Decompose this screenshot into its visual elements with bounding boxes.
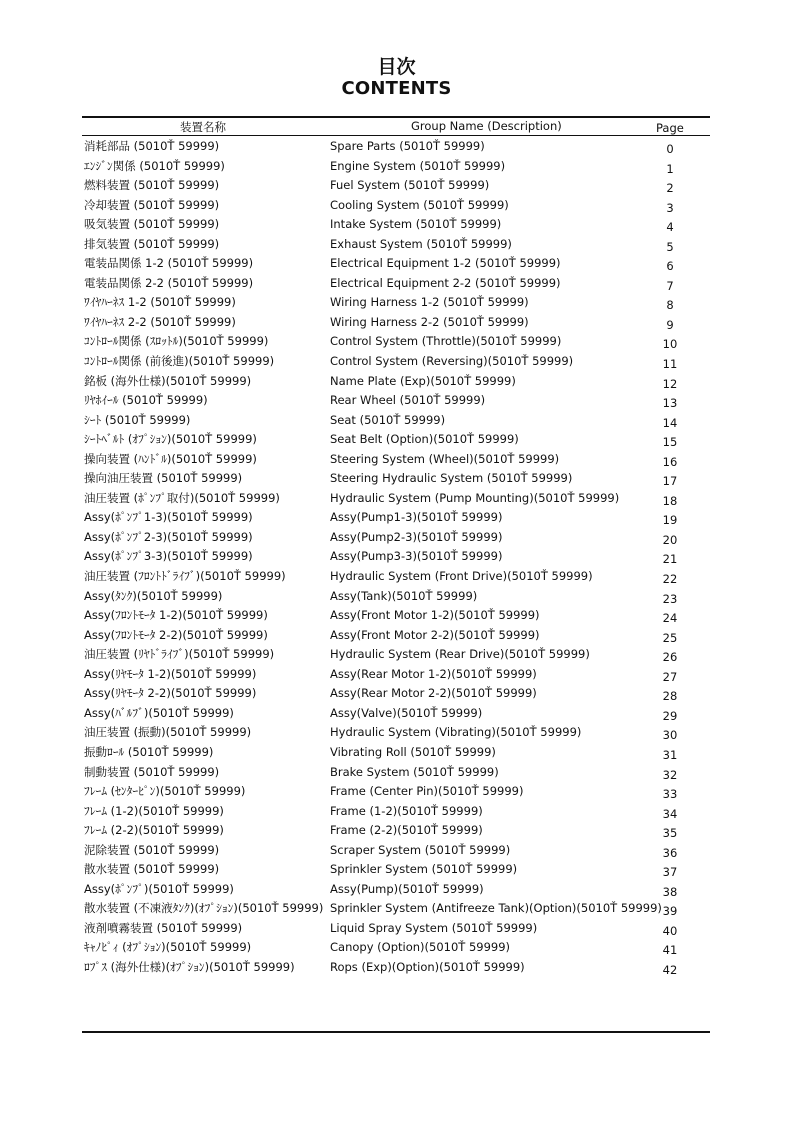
table-row: [82, 469, 710, 489]
header-group-name-english: Group Name (Description): [411, 119, 562, 133]
row-english-name: Assy(Pump2-3)(5010Ť 59999): [330, 529, 503, 544]
row-japanese-name: Assy(ﾘﾔﾓｰﾀ 1-2)(5010Ť 59999): [84, 666, 257, 681]
row-english-name: Hydraulic System (Front Drive)(5010Ť 59999): [330, 569, 593, 584]
row-page-number: 16: [662, 454, 678, 469]
table-row: [82, 489, 710, 509]
row-english-name: Assy(Tank)(5010Ť 59999): [330, 588, 478, 603]
table-row: [82, 919, 710, 939]
row-japanese-name: 油圧装置 (ﾌﾛﾝﾄﾄﾞﾗｲﾌﾞ)(5010Ť 59999): [84, 569, 286, 584]
row-page-number: 41: [662, 943, 678, 958]
row-english-name: Frame (1-2)(5010Ť 59999): [330, 803, 483, 818]
row-english-name: Assy(Rear Motor 2-2)(5010Ť 59999): [330, 686, 537, 701]
row-english-name: Wiring Harness 1-2 (5010Ť 59999): [330, 295, 529, 310]
table-row: [82, 802, 710, 822]
table-row: [82, 235, 710, 255]
row-english-name: Scraper System (5010Ť 59999): [330, 842, 511, 857]
table-row: [82, 450, 710, 470]
table-row: [82, 821, 710, 841]
table-row: [82, 665, 710, 685]
row-japanese-name: 吸気装置 (5010Ť 59999): [84, 217, 220, 232]
table-row: [82, 391, 710, 411]
row-english-name: Assy(Rear Motor 1-2)(5010Ť 59999): [330, 666, 537, 681]
row-english-name: Steering System (Wheel)(5010Ť 59999): [330, 451, 560, 466]
row-japanese-name: Assy(ﾎﾟﾝﾌﾟ3-3)(5010Ť 59999): [84, 549, 253, 564]
row-page-number: 22: [662, 572, 678, 587]
row-japanese-name: Assy(ﾀﾝｸ)(5010Ť 59999): [84, 588, 223, 603]
table-row: [82, 841, 710, 861]
row-japanese-name: ｼｰﾄﾍﾞﾙﾄ (ｵﾌﾟｼｮﾝ)(5010Ť 59999): [84, 432, 257, 447]
row-japanese-name: ｺﾝﾄﾛｰﾙ関係 (前後進)(5010Ť 59999): [84, 354, 275, 369]
table-row: [82, 763, 710, 783]
row-page-number: 11: [662, 357, 678, 372]
row-japanese-name: 油圧装置 (振動)(5010Ť 59999): [84, 725, 252, 740]
row-japanese-name: ｼｰﾄ (5010Ť 59999): [84, 412, 191, 427]
row-japanese-name: 消耗部品 (5010Ť 59999): [84, 139, 220, 153]
row-english-name: Assy(Front Motor 2-2)(5010Ť 59999): [330, 627, 540, 642]
header-page: Page: [656, 121, 684, 135]
row-page-number: 18: [662, 493, 678, 508]
row-japanese-name: 排気装置 (5010Ť 59999): [84, 236, 220, 251]
row-english-name: Electrical Equipment 1-2 (5010Ť 59999): [330, 256, 561, 271]
row-english-name: Control System (Reversing)(5010Ť 59999): [330, 354, 574, 369]
row-page-number: 24: [662, 611, 678, 626]
row-english-name: Hydraulic System (Rear Drive)(5010Ť 59999): [330, 647, 590, 662]
table-row: [82, 782, 710, 802]
table-row: [82, 645, 710, 665]
row-japanese-name: ﾜｲﾔﾊｰﾈｽ 2-2 (5010Ť 59999): [84, 314, 236, 329]
row-page-number: 4: [666, 220, 674, 235]
row-english-name: Rops (Exp)(Option)(5010Ť 59999): [330, 959, 525, 974]
row-page-number: 42: [662, 962, 678, 977]
bottom-rule: [82, 1031, 710, 1033]
row-page-number: 20: [662, 532, 678, 547]
row-japanese-name: Assy(ﾎﾟﾝﾌﾟ)(5010Ť 59999): [84, 881, 234, 896]
row-page-number: 33: [662, 787, 678, 802]
row-page-number: 14: [662, 415, 678, 430]
row-english-name: Assy(Valve)(5010Ť 59999): [330, 705, 483, 720]
row-page-number: 5: [666, 239, 674, 254]
row-page-number: 13: [662, 396, 678, 411]
row-english-name: Sprinkler System (Antifreeze Tank)(Option)(5010Ť 59999): [330, 901, 662, 916]
contents-table: [82, 137, 710, 978]
row-japanese-name: ｷｬﾉﾋﾟｨ (ｵﾌﾟｼｮﾝ)(5010Ť 59999): [84, 940, 252, 955]
table-row: [82, 606, 710, 626]
page-title-japanese: 目次: [377, 56, 416, 78]
row-page-number: 37: [662, 865, 678, 880]
table-header: [82, 118, 710, 135]
row-page-number: 19: [662, 513, 678, 528]
row-english-name: Frame (2-2)(5010Ť 59999): [330, 823, 483, 838]
row-japanese-name: Assy(ﾎﾟﾝﾌﾟ1-3)(5010Ť 59999): [84, 510, 253, 525]
row-english-name: Engine System (5010Ť 59999): [330, 158, 506, 173]
row-japanese-name: 燃料装置 (5010Ť 59999): [84, 178, 220, 193]
page-title-english: CONTENTS: [341, 78, 452, 99]
row-japanese-name: ｴﾝｼﾞﾝ関係 (5010Ť 59999): [84, 158, 225, 173]
row-english-name: Electrical Equipment 2-2 (5010Ť 59999): [330, 275, 561, 290]
row-english-name: Fuel System (5010Ť 59999): [330, 178, 490, 193]
table-row: [82, 293, 710, 313]
row-japanese-name: Assy(ﾊﾞﾙﾌﾞ)(5010Ť 59999): [84, 705, 234, 720]
row-japanese-name: Assy(ﾘﾔﾓｰﾀ 2-2)(5010Ť 59999): [84, 686, 257, 701]
row-japanese-name: ｺﾝﾄﾛｰﾙ関係 (ｽﾛｯﾄﾙ)(5010Ť 59999): [84, 334, 269, 349]
row-japanese-name: 泥除装置 (5010Ť 59999): [84, 842, 220, 857]
row-japanese-name: 油圧装置 (ﾎﾟﾝﾌﾟ取付)(5010Ť 59999): [84, 490, 280, 505]
row-japanese-name: 操向装置 (ﾊﾝﾄﾞﾙ)(5010Ť 59999): [84, 451, 257, 466]
row-page-number: 38: [662, 884, 678, 899]
row-english-name: Assy(Pump3-3)(5010Ť 59999): [330, 549, 503, 564]
row-page-number: 7: [666, 278, 674, 293]
row-japanese-name: ﾛﾌﾟｽ (海外仕様)(ｵﾌﾟｼｮﾝ)(5010Ť 59999): [84, 959, 295, 974]
row-page-number: 29: [662, 708, 678, 723]
row-english-name: Assy(Front Motor 1-2)(5010Ť 59999): [330, 608, 540, 623]
row-english-name: Vibrating Roll (5010Ť 59999): [330, 744, 496, 759]
row-english-name: Canopy (Option)(5010Ť 59999): [330, 940, 511, 955]
row-english-name: Wiring Harness 2-2 (5010Ť 59999): [330, 314, 529, 329]
table-row: [82, 743, 710, 763]
row-english-name: Control System (Throttle)(5010Ť 59999): [330, 334, 562, 349]
row-page-number: 8: [666, 298, 674, 313]
row-japanese-name: ﾌﾚｰﾑ (ｾﾝﾀｰﾋﾟﾝ)(5010Ť 59999): [84, 784, 246, 799]
row-english-name: Liquid Spray System (5010Ť 59999): [330, 920, 538, 935]
row-japanese-name: 電装品関係 1-2 (5010Ť 59999): [84, 256, 254, 271]
row-page-number: 15: [662, 435, 678, 450]
table-row: [82, 684, 710, 704]
row-page-number: 31: [662, 747, 678, 762]
table-row: [82, 352, 710, 372]
row-japanese-name: 振動ﾛｰﾙ (5010Ť 59999): [84, 744, 214, 759]
table-row: [82, 176, 710, 196]
row-page-number: 9: [666, 317, 674, 332]
row-english-name: Cooling System (5010Ť 59999): [330, 197, 509, 212]
row-page-number: 10: [662, 337, 678, 352]
table-row: [82, 372, 710, 392]
row-english-name: Steering Hydraulic System (5010Ť 59999): [330, 471, 573, 486]
table-row: [82, 430, 710, 450]
row-english-name: Seat (5010Ť 59999): [330, 412, 446, 427]
row-japanese-name: 冷却装置 (5010Ť 59999): [84, 197, 220, 212]
header-rule: [82, 135, 710, 136]
row-japanese-name: 散水装置 (不凍液ﾀﾝｸ)(ｵﾌﾟｼｮﾝ)(5010Ť 59999): [84, 901, 324, 916]
row-page-number: 3: [666, 200, 674, 215]
table-row: [82, 958, 710, 978]
table-row: [82, 528, 710, 548]
row-page-number: 25: [662, 630, 678, 645]
row-page-number: 32: [662, 767, 678, 782]
row-japanese-name: 電装品関係 2-2 (5010Ť 59999): [84, 275, 254, 290]
table-row: [82, 196, 710, 216]
row-english-name: Seat Belt (Option)(5010Ť 59999): [330, 432, 519, 447]
row-page-number: 39: [662, 904, 678, 919]
table-row: [82, 137, 710, 157]
row-japanese-name: ﾌﾚｰﾑ (1-2)(5010Ť 59999): [84, 803, 224, 818]
row-english-name: Frame (Center Pin)(5010Ť 59999): [330, 784, 524, 799]
row-page-number: 6: [666, 259, 674, 274]
table-row: [82, 157, 710, 177]
table-row: [82, 880, 710, 900]
row-english-name: Sprinkler System (5010Ť 59999): [330, 862, 518, 877]
row-japanese-name: ﾘﾔﾎｲｰﾙ (5010Ť 59999): [84, 393, 208, 408]
row-page-number: 35: [662, 826, 678, 841]
title-block: [0, 56, 793, 100]
row-english-name: Name Plate (Exp)(5010Ť 59999): [330, 373, 516, 388]
row-japanese-name: ﾌﾚｰﾑ (2-2)(5010Ť 59999): [84, 823, 224, 838]
row-japanese-name: 銘板 (海外仕様)(5010Ť 59999): [84, 373, 252, 388]
table-row: [82, 547, 710, 567]
row-page-number: 28: [662, 689, 678, 704]
row-page-number: 40: [662, 923, 678, 938]
table-row: [82, 704, 710, 724]
row-page-number: 30: [662, 728, 678, 743]
table-row: [82, 254, 710, 274]
table-row: [82, 567, 710, 587]
row-page-number: 2: [666, 181, 674, 196]
table-row: [82, 626, 710, 646]
row-page-number: 0: [666, 142, 674, 156]
row-page-number: 12: [662, 376, 678, 391]
row-page-number: 36: [662, 845, 678, 860]
row-japanese-name: 液剤噴霧装置 (5010Ť 59999): [84, 920, 243, 935]
row-page-number: 17: [662, 474, 678, 489]
table-row: [82, 899, 710, 919]
row-japanese-name: 制動装置 (5010Ť 59999): [84, 764, 220, 779]
row-english-name: Intake System (5010Ť 59999): [330, 217, 502, 232]
row-english-name: Assy(Pump1-3)(5010Ť 59999): [330, 510, 503, 525]
row-english-name: Spare Parts (5010Ť 59999): [330, 139, 485, 153]
row-japanese-name: 散水装置 (5010Ť 59999): [84, 862, 220, 877]
row-english-name: Exhaust System (5010Ť 59999): [330, 236, 512, 251]
row-japanese-name: Assy(ﾌﾛﾝﾄﾓｰﾀ 1-2)(5010Ť 59999): [84, 608, 268, 623]
row-japanese-name: 油圧装置 (ﾘﾔﾄﾞﾗｲﾌﾞ)(5010Ť 59999): [84, 647, 275, 662]
table-row: [82, 274, 710, 294]
row-english-name: Brake System (5010Ť 59999): [330, 764, 499, 779]
table-row: [82, 723, 710, 743]
row-english-name: Hydraulic System (Vibrating)(5010Ť 59999): [330, 725, 582, 740]
row-japanese-name: Assy(ﾎﾟﾝﾌﾟ2-3)(5010Ť 59999): [84, 529, 253, 544]
table-row: [82, 332, 710, 352]
row-page-number: 21: [662, 552, 678, 567]
row-page-number: 1: [666, 161, 674, 176]
row-english-name: Rear Wheel (5010Ť 59999): [330, 393, 486, 408]
row-page-number: 27: [662, 669, 678, 684]
row-english-name: Assy(Pump)(5010Ť 59999): [330, 881, 484, 896]
row-japanese-name: 操向油圧装置 (5010Ť 59999): [84, 471, 243, 486]
table-row: [82, 508, 710, 528]
row-page-number: 34: [662, 806, 678, 821]
table-row: [82, 215, 710, 235]
table-row: [82, 313, 710, 333]
row-japanese-name: ﾜｲﾔﾊｰﾈｽ 1-2 (5010Ť 59999): [84, 295, 236, 310]
table-row: [82, 587, 710, 607]
row-japanese-name: Assy(ﾌﾛﾝﾄﾓｰﾀ 2-2)(5010Ť 59999): [84, 627, 268, 642]
table-row: [82, 860, 710, 880]
row-page-number: 26: [662, 650, 678, 665]
header-group-name-japanese: 装置名称: [180, 120, 226, 134]
table-row: [82, 938, 710, 958]
row-page-number: 23: [662, 591, 678, 606]
table-row: [82, 411, 710, 431]
row-english-name: Hydraulic System (Pump Mounting)(5010Ť 59999): [330, 490, 620, 505]
